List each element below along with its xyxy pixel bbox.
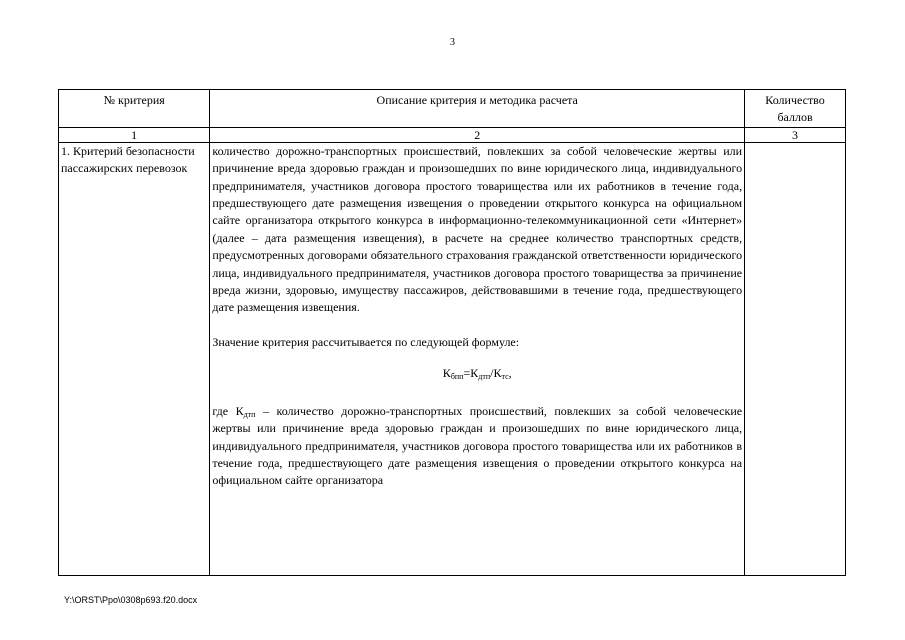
column-index-1: 1 <box>59 127 210 142</box>
page-number: 3 <box>450 37 455 48</box>
column-index-3: 3 <box>745 127 846 142</box>
description-paragraph-2: Значение критерия рассчитывается по следующей формуле: <box>212 334 520 349</box>
criteria-table <box>58 89 846 576</box>
header-row <box>59 90 846 128</box>
column-index-2: 2 <box>210 127 745 142</box>
file-path-footer: Y:\ORST\Ppo\0308p693.f20.docx <box>64 595 198 605</box>
description-paragraph-3: где $К_{дтп}$ – количество дорожно-транспортных происшествий, повлекших за собой человеческие жертвы или причинение вреда здоровью граждан и произошедших по вине юридического лица, индивидуального предпринимателя, участников договора простого товарищества или их работников в течение года, предшествующего дате размещения извещения о проведении открытого конкурса на официальном сайте организатора <box>212 403 743 488</box>
criterion-name: 1. Критерий безопасности пассажирских перевозок <box>59 142 210 575</box>
criterion-description <box>210 142 745 575</box>
header-points: Количество баллов <box>745 90 846 128</box>
column-index-row <box>59 127 846 142</box>
description-paragraph-1: количество дорожно-транспортных происшествий, повлекших за собой человеческие жертвы или причинение вреда здоровью граждан и произошедших по вине юридического лица, индивидуального предпринимателя, участников договора простого товарищества или их работников в течение года, предшествующего дате размещения извещения о проведении открытого конкурса на официальном сайте организатора открытого конкурса в информационно-телекоммуникационной сети «Интернет» (далее – дата размещения извещения), в расчете на среднее количество транспортных средств, предусмотренных договорами обязательного страхования гражданской ответственности юридического лица, индивидуального предпринимателя, участников договора простого товарищества за причинение вреда жизни, здоровью, имуществу пассажиров, действовавшими в течение года, предшествующего дате размещения извещения. <box>212 143 743 315</box>
formula: $К_{бпп}=К_{дтп}/К_{тс}$, <box>442 366 512 382</box>
header-criterion-number: № критерия <box>59 90 210 128</box>
table-row <box>59 142 846 575</box>
header-description: Описание критерия и методика расчета <box>210 90 745 128</box>
criterion-points <box>745 142 846 575</box>
